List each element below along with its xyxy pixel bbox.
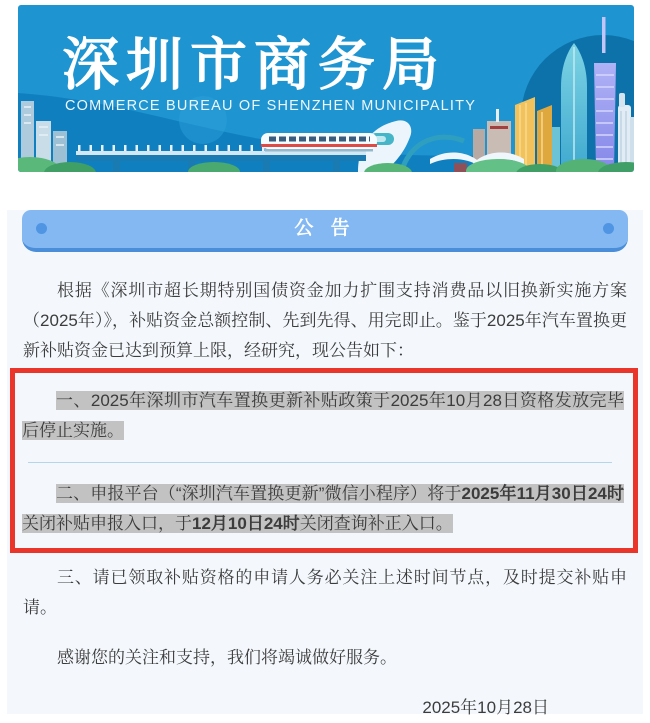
intro-section: [7, 252, 643, 366]
alert-divider: [28, 462, 612, 463]
banner: [18, 5, 634, 172]
alert-item-2-deadline-2: 12月10日24时: [192, 514, 300, 533]
alert-item-2-text: [22, 484, 624, 533]
alert-item-2-deadline-1: 2025年11月30日24时: [461, 484, 624, 503]
intro-paragraph: 根据《深圳市超长期特别国债资金加力扩围支持消费品以旧换新实施方案（2025年）》，补贴资金总额控制、先到先得、用完即止。鉴于2025年汽车置换更新补贴资金已达到预算上限，经研究，现公告如下：: [23, 281, 627, 360]
announcement-title: 公 告: [294, 218, 356, 239]
alert-item-1: [22, 386, 624, 446]
date-line: 2025年10月28日: [422, 698, 549, 717]
alert-item-2: [22, 479, 624, 539]
closing-paragraph: 感谢您的关注和支持，我们将竭诚做好服务。: [57, 648, 397, 667]
header-dot-left-icon: [36, 223, 47, 234]
item-3-paragraph: 三、请已领取补贴资格的申请人务必关注上述时间节点，及时提交补贴申请。: [23, 568, 627, 617]
header-dot-right-icon: [603, 223, 614, 234]
announcement-panel: [7, 210, 643, 717]
announcement-header-bar: [22, 210, 628, 252]
alert-item-1-text: 一、2025年深圳市汽车置换更新补贴政策于2025年10月28日资格发放完毕后停止实施。: [22, 391, 624, 440]
alert-item-2-suffix: 关闭查询补正入口。: [299, 514, 453, 533]
banner-subtitle: COMMERCE BUREAU OF SHENZHEN MUNICIPALITY: [65, 98, 477, 114]
alert-box: [10, 368, 638, 553]
closing-section: [7, 553, 643, 723]
alert-item-2-prefix: 二、申报平台（“深圳汽车置换更新”微信小程序）将于: [56, 484, 462, 503]
banner-title: 深圳市商务局: [62, 33, 446, 97]
alert-item-2-middle: 关闭补贴申报入口，于: [22, 514, 192, 533]
